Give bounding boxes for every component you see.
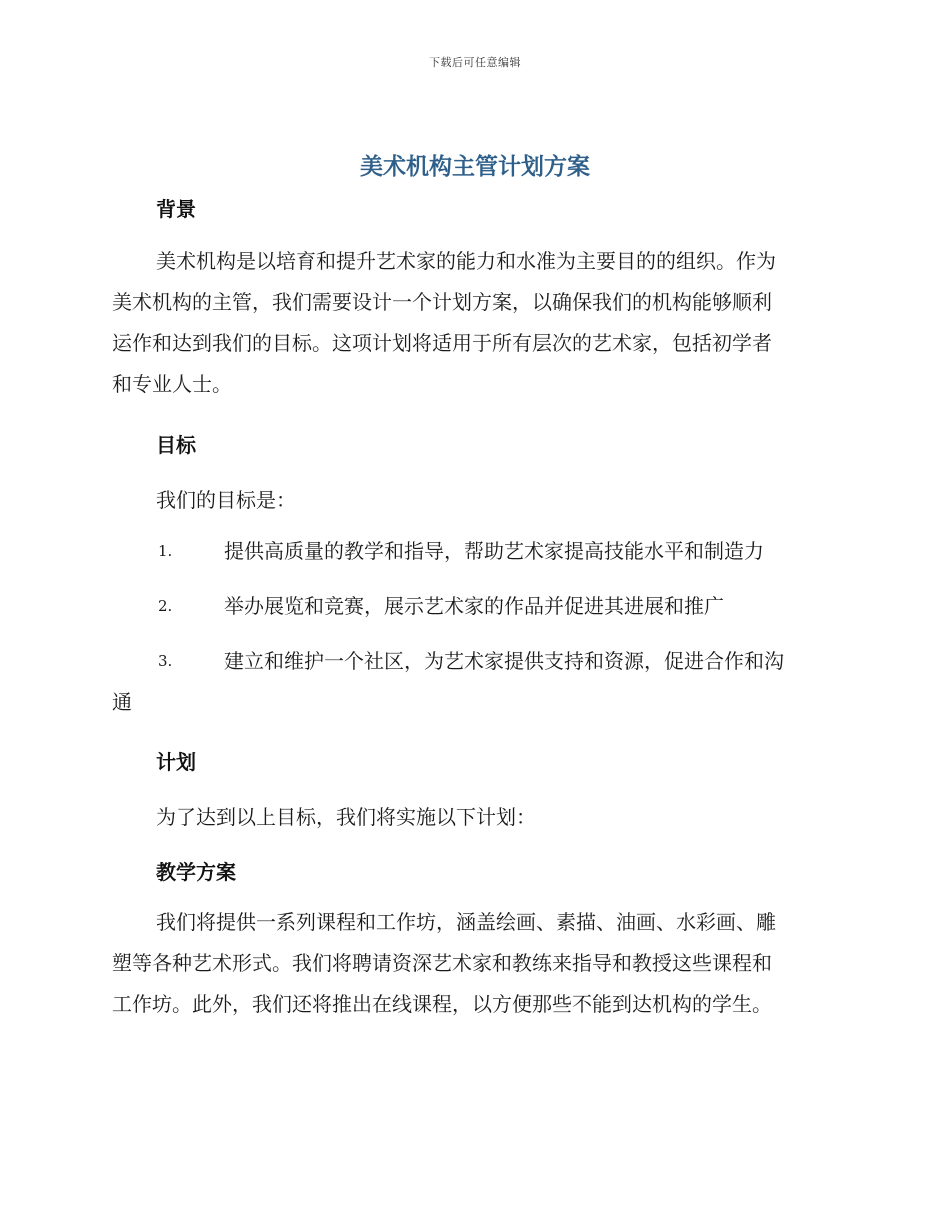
section-heading-teaching: 教学方案 [156, 860, 236, 884]
list-item-text: 建立和维护一个社区，为艺术家提供支持和资源，促进合作和沟 [224, 649, 784, 673]
section-heading-plan: 计划 [156, 750, 196, 774]
list-item-number: 3. [158, 652, 173, 670]
page-header: 下载后可任意编辑 [429, 56, 521, 69]
background-paragraph [112, 241, 832, 405]
paragraph-line: 工作坊。此外，我们还将推出在线课程，以方便那些不能到达机构的学生。 [112, 992, 772, 1016]
goals-intro: 我们的目标是： [156, 488, 296, 512]
list-item-number: 2. [158, 597, 173, 615]
teaching-paragraph [112, 902, 832, 1025]
section-heading-background: 背景 [156, 197, 196, 221]
list-item-text: 举办展览和竞赛，展示艺术家的作品并促进其进展和推广 [224, 594, 724, 618]
list-item-number: 1. [158, 542, 173, 560]
paragraph-line: 运作和达到我们的目标。这项计划将适用于所有层次的艺术家，包括初学者 [112, 331, 772, 355]
list-item-continuation: 通 [112, 690, 132, 714]
document-title: 美术机构主管计划方案 [360, 154, 590, 180]
plan-intro: 为了达到以上目标，我们将实施以下计划： [156, 805, 536, 829]
section-heading-goals: 目标 [156, 433, 196, 457]
list-item [112, 531, 832, 572]
list-item [112, 641, 832, 723]
list-item [112, 586, 832, 627]
list-item-text: 提供高质量的教学和指导，帮助艺术家提高技能水平和制造力 [224, 539, 764, 563]
paragraph-line: 美术机构的主管，我们需要设计一个计划方案，以确保我们的机构能够顺利 [112, 290, 772, 314]
paragraph-line: 美术机构是以培育和提升艺术家的能力和水准为主要目的的组织。作为 [156, 249, 776, 273]
paragraph-line: 塑等各种艺术形式。我们将聘请资深艺术家和教练来指导和教授这些课程和 [112, 951, 772, 975]
paragraph-line: 和专业人士。 [112, 372, 232, 396]
paragraph-line: 我们将提供一系列课程和工作坊，涵盖绘画、素描、油画、水彩画、雕 [156, 910, 776, 934]
